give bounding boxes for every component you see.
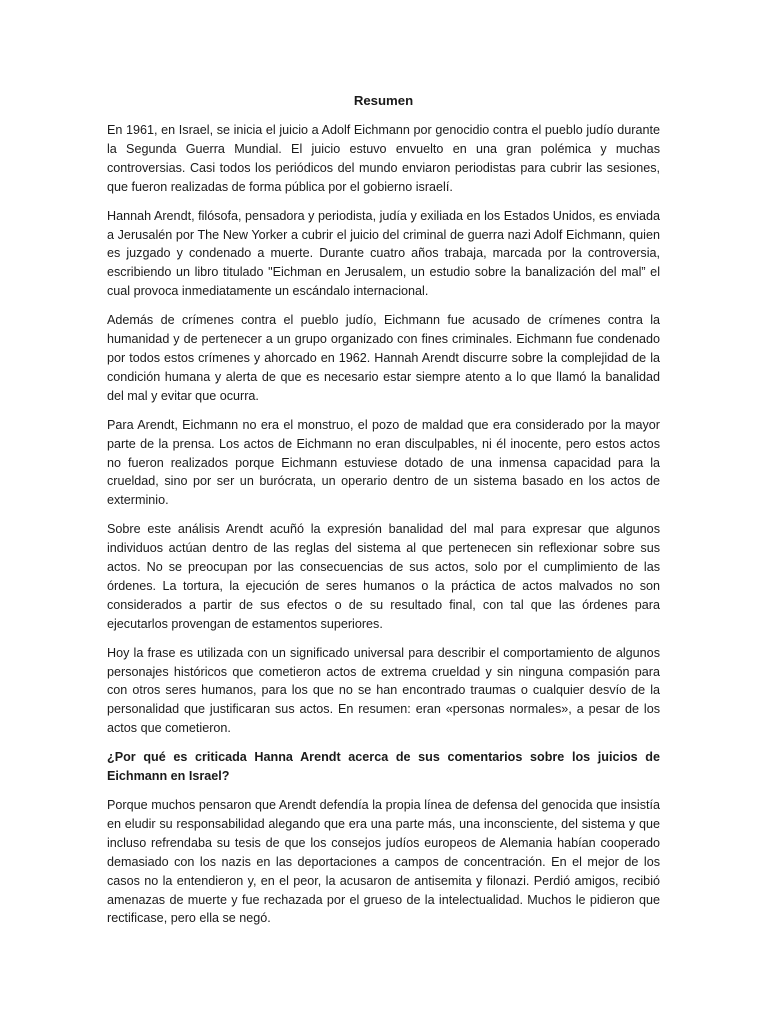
document-title: Resumen xyxy=(353,93,414,108)
paragraph-answer: Porque muchos pensaron que Arendt defendía la propia línea de defensa del genocida que insistía en eludir su responsabilidad alegando que era una parte más, una inconsciente, del sistema y que incluso refrendaba su tesis de que los consejos judíos europeos de Alemania habían cooperado demasiado con los nazis en las deportaciones a campos de concentración. En el mejor de los casos no la entendieron y, en el peor, la acusaron de antisemita y filonazi. Perdió amigos, recibió amenazas de muerte y fue rechazada por el grueso de la intelectualidad. Muchos le pidieron que rectificase, pero ella se negó. xyxy=(107,798,660,926)
paragraph-trial-intro: En 1961, en Israel, se inicia el juicio a Adolf Eichmann por genocidio contra el pueblo judío durante la Segunda Guerra Mundial. El juicio estuvo envuelto en una gran polémica y muchas controversias. Casi todos los periódicos del mundo enviaron periodistas para cubrir las sesiones, que fueron realizadas de forma pública por el gobierno israelí. xyxy=(107,123,660,194)
paragraph-arendt-assignment: Hannah Arendt, filósofa, pensadora y periodista, judía y exiliada en los Estados Unidos, es enviada a Jerusalén por The New Yorker a cubrir el juicio del criminal de guerra nazi Adolf Eichmann, quien es juzgado y condenado a muerte. Durante cuatro años trabaja, marcada por la controversia, escribiendo un libro titulado "Eichman en Jerusalem, un estudio sobre la banalización del mal” el cual provoca inmediatamente un escándalo internacional. xyxy=(107,208,660,299)
question-heading: ¿Por qué es criticada Hanna Arendt acerca de sus comentarios sobre los juicios de Eichmann en Israel? xyxy=(107,750,660,784)
paragraph-banality-of-evil: Sobre este análisis Arendt acuñó la expresión banalidad del mal para expresar que algunos individuos actúan dentro de las reglas del sistema al que pertenecen sin reflexionar sobre sus actos. No se preocupan por las consecuencias de sus actos, solo por el cumplimiento de las órdenes. La tortura, la ejecución de seres humanos o la práctica de actos malvados no son considerados a partir de sus efectos o de su resultado final, con tal que las órdenes para ejecutarlos provengan de estamentos superiores. xyxy=(107,522,660,631)
paragraph-charges: Además de crímenes contra el pueblo judío, Eichmann fue acusado de crímenes contra la humanidad y de pertenecer a un grupo organizado con fines criminales. Eichmann fue condenado por todos estos crímenes y ahorcado en 1962. Hannah Arendt discurre sobre la complejidad de la condición humana y alerta de que es necesario estar siempre atento a lo que llamó la banalidad del mal y evitar que ocurra. xyxy=(107,313,660,403)
paragraph-bureaucrat: Para Arendt, Eichmann no era el monstruo, el pozo de maldad que era considerado por la mayor parte de la prensa. Los actos de Eichmann no eran disculpables, ni él inocente, pero estos actos no fueron realizados porque Eichmann estuviese dotado de una inmensa capacidad para la crueldad, sino por ser un burócrata, un operario dentro de un sistema basado en los actos de exterminio. xyxy=(107,417,660,508)
document-page xyxy=(107,92,660,938)
paragraph-universal-meaning: Hoy la frase es utilizada con un significado universal para describir el comportamiento de algunos personajes históricos que cometieron actos de extrema crueldad y sin ninguna compasión para con otros seres humanos, para los que no se han encontrado traumas o cualquier desvío de la personalidad que justificaran sus actos. En resumen: eran «personas normales», a pesar de los actos que cometieron. xyxy=(107,645,660,736)
